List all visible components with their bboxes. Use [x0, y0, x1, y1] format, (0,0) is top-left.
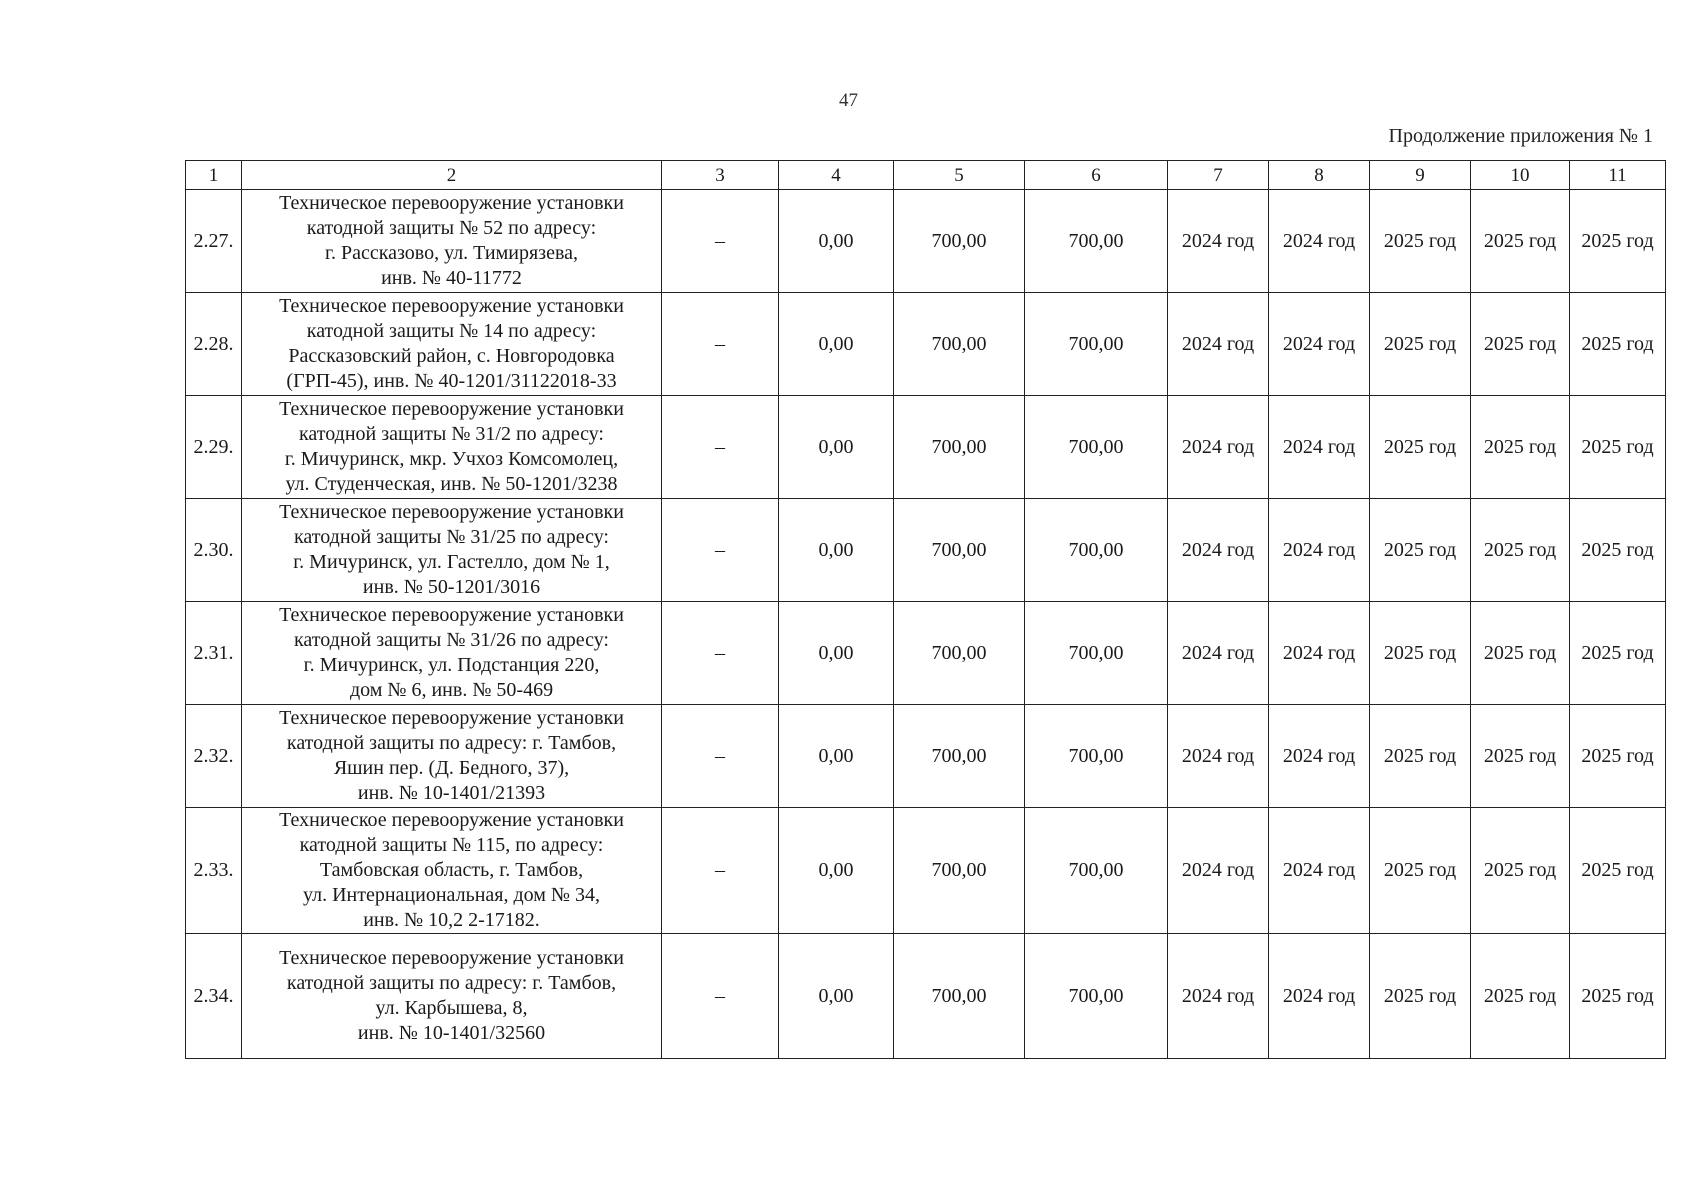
- header-cell: 4: [779, 161, 894, 190]
- table-row: [186, 602, 1666, 705]
- description-line: Техническое перевооружение установки: [279, 295, 624, 317]
- description-line: катодной защиты № 31/2 по адресу:: [299, 423, 604, 445]
- cell-col8: 2024 год: [1269, 190, 1370, 293]
- cell-col8: 2024 год: [1269, 396, 1370, 499]
- cell-col7: 2024 год: [1168, 396, 1269, 499]
- description-line: (ГРП-45), инв. № 40-1201/31122018-33: [286, 370, 617, 392]
- cell-col11: 2025 год: [1570, 808, 1666, 934]
- table-row: [186, 396, 1666, 499]
- work-description: [242, 499, 662, 602]
- row-number: 2.31.: [186, 602, 242, 705]
- cell-col8: 2024 год: [1269, 499, 1370, 602]
- description-line: г. Рассказово, ул. Тимирязева,: [325, 242, 578, 264]
- description-line: Техническое перевооружение установки: [279, 809, 624, 831]
- cell-col3: –: [662, 602, 779, 705]
- work-description: [242, 293, 662, 396]
- row-number: 2.34.: [186, 934, 242, 1059]
- header-cell: 3: [662, 161, 779, 190]
- cell-col3: –: [662, 396, 779, 499]
- page-number: 47: [839, 90, 858, 111]
- cell-col10: 2025 год: [1471, 396, 1570, 499]
- cell-col4: 0,00: [779, 934, 894, 1059]
- table-row: [186, 808, 1666, 934]
- description-line: катодной защиты по адресу: г. Тамбов,: [286, 972, 617, 994]
- description-line: Техническое перевооружение установки: [279, 947, 624, 969]
- description-line: ул. Карбышева, 8,: [375, 997, 528, 1019]
- cell-col10: 2025 год: [1471, 602, 1570, 705]
- description-line: Тамбовская область, г. Тамбов,: [319, 859, 584, 881]
- cell-col6: 700,00: [1025, 499, 1168, 602]
- cell-col6: 700,00: [1025, 396, 1168, 499]
- description-line: г. Мичуринск, ул. Подстанция 220,: [303, 654, 600, 676]
- cell-col7: 2024 год: [1168, 808, 1269, 934]
- row-number: 2.32.: [186, 705, 242, 808]
- cell-col9: 2025 год: [1370, 602, 1471, 705]
- cell-col4: 0,00: [779, 396, 894, 499]
- cell-col9: 2025 год: [1370, 934, 1471, 1059]
- row-number: 2.33.: [186, 808, 242, 934]
- description-line: дом № 6, инв. № 50-469: [349, 679, 554, 701]
- description-line: инв. № 10-1401/32560: [357, 1022, 546, 1044]
- row-number: 2.28.: [186, 293, 242, 396]
- header-cell: 9: [1370, 161, 1471, 190]
- cell-col11: 2025 год: [1570, 190, 1666, 293]
- cell-col10: 2025 год: [1471, 808, 1570, 934]
- work-description: [242, 934, 662, 1059]
- description-line: Рассказовский район, с. Новгородовка: [288, 345, 615, 367]
- cell-col3: –: [662, 808, 779, 934]
- cell-col7: 2024 год: [1168, 499, 1269, 602]
- row-number: 2.29.: [186, 396, 242, 499]
- cell-col6: 700,00: [1025, 705, 1168, 808]
- cell-col4: 0,00: [779, 705, 894, 808]
- description-line: ул. Студенческая, инв. № 50-1201/3238: [285, 473, 618, 495]
- cell-col11: 2025 год: [1570, 396, 1666, 499]
- cell-col9: 2025 год: [1370, 499, 1471, 602]
- description-line: г. Мичуринск, ул. Гастелло, дом № 1,: [293, 551, 610, 573]
- appendix-continuation-note: Продолжение приложения № 1: [1388, 125, 1653, 147]
- cell-col7: 2024 год: [1168, 705, 1269, 808]
- header-cell: 5: [894, 161, 1025, 190]
- description-line: катодной защиты № 14 по адресу:: [306, 320, 597, 342]
- cell-col6: 700,00: [1025, 602, 1168, 705]
- header-cell: 8: [1269, 161, 1370, 190]
- cell-col8: 2024 год: [1269, 934, 1370, 1059]
- description-line: катодной защиты № 31/25 по адресу:: [294, 526, 609, 548]
- cell-col8: 2024 год: [1269, 705, 1370, 808]
- description-line: катодной защиты № 31/26 по адресу:: [294, 629, 609, 651]
- header-cell: 11: [1570, 161, 1666, 190]
- description-line: Техническое перевооружение установки: [279, 501, 624, 523]
- cell-col9: 2025 год: [1370, 190, 1471, 293]
- header-cell: 2: [242, 161, 662, 190]
- table-row: [186, 705, 1666, 808]
- work-schedule-table: [185, 160, 1666, 1059]
- header-cell: 7: [1168, 161, 1269, 190]
- description-line: Техническое перевооружение установки: [279, 707, 624, 729]
- row-number: 2.27.: [186, 190, 242, 293]
- table-row: [186, 934, 1666, 1059]
- cell-col3: –: [662, 293, 779, 396]
- cell-col10: 2025 год: [1471, 190, 1570, 293]
- cell-col9: 2025 год: [1370, 808, 1471, 934]
- description-line: Яшин пер. (Д. Бедного, 37),: [333, 757, 570, 779]
- cell-col5: 700,00: [894, 190, 1025, 293]
- description-line: инв. № 10,2 2-17182.: [363, 909, 540, 931]
- work-description: [242, 705, 662, 808]
- cell-col4: 0,00: [779, 808, 894, 934]
- description-line: инв. № 50-1201/3016: [362, 576, 541, 598]
- cell-col6: 700,00: [1025, 934, 1168, 1059]
- cell-col6: 700,00: [1025, 293, 1168, 396]
- header-cell: 10: [1471, 161, 1570, 190]
- cell-col9: 2025 год: [1370, 705, 1471, 808]
- description-line: Техническое перевооружение установки: [279, 604, 624, 626]
- cell-col9: 2025 год: [1370, 293, 1471, 396]
- cell-col5: 700,00: [894, 396, 1025, 499]
- cell-col5: 700,00: [894, 602, 1025, 705]
- cell-col9: 2025 год: [1370, 396, 1471, 499]
- cell-col8: 2024 год: [1269, 602, 1370, 705]
- cell-col10: 2025 год: [1471, 499, 1570, 602]
- description-line: катодной защиты № 52 по адресу:: [306, 217, 597, 239]
- cell-col4: 0,00: [779, 499, 894, 602]
- table-header-row: [186, 161, 1666, 190]
- cell-col5: 700,00: [894, 499, 1025, 602]
- cell-col10: 2025 год: [1471, 934, 1570, 1059]
- cell-col5: 700,00: [894, 293, 1025, 396]
- table-row: [186, 499, 1666, 602]
- work-description: [242, 602, 662, 705]
- work-description: [242, 190, 662, 293]
- cell-col7: 2024 год: [1168, 602, 1269, 705]
- cell-col11: 2025 год: [1570, 705, 1666, 808]
- cell-col5: 700,00: [894, 934, 1025, 1059]
- description-line: катодной защиты № 115, по адресу:: [299, 834, 604, 856]
- description-line: г. Мичуринск, мкр. Учхоз Комсомолец,: [284, 448, 619, 470]
- header-cell: 6: [1025, 161, 1168, 190]
- cell-col3: –: [662, 190, 779, 293]
- cell-col3: –: [662, 499, 779, 602]
- cell-col10: 2025 год: [1471, 293, 1570, 396]
- description-line: инв. № 10-1401/21393: [357, 782, 546, 804]
- cell-col3: –: [662, 705, 779, 808]
- cell-col3: –: [662, 934, 779, 1059]
- work-description: [242, 808, 662, 934]
- cell-col5: 700,00: [894, 705, 1025, 808]
- cell-col4: 0,00: [779, 293, 894, 396]
- description-line: катодной защиты по адресу: г. Тамбов,: [286, 732, 617, 754]
- cell-col6: 700,00: [1025, 808, 1168, 934]
- cell-col4: 0,00: [779, 190, 894, 293]
- description-line: ул. Интернациональная, дом № 34,: [302, 884, 601, 906]
- description-line: инв. № 40-11772: [381, 267, 522, 289]
- cell-col8: 2024 год: [1269, 808, 1370, 934]
- cell-col11: 2025 год: [1570, 934, 1666, 1059]
- description-line: Техническое перевооружение установки: [279, 192, 624, 214]
- table-row: [186, 293, 1666, 396]
- cell-col6: 700,00: [1025, 190, 1168, 293]
- cell-col7: 2024 год: [1168, 190, 1269, 293]
- cell-col4: 0,00: [779, 602, 894, 705]
- cell-col11: 2025 год: [1570, 602, 1666, 705]
- cell-col10: 2025 год: [1471, 705, 1570, 808]
- table-row: [186, 190, 1666, 293]
- cell-col7: 2024 год: [1168, 293, 1269, 396]
- cell-col7: 2024 год: [1168, 934, 1269, 1059]
- cell-col11: 2025 год: [1570, 499, 1666, 602]
- header-cell: 1: [186, 161, 242, 190]
- cell-col8: 2024 год: [1269, 293, 1370, 396]
- cell-col5: 700,00: [894, 808, 1025, 934]
- cell-col11: 2025 год: [1570, 293, 1666, 396]
- row-number: 2.30.: [186, 499, 242, 602]
- work-description: [242, 396, 662, 499]
- description-line: Техническое перевооружение установки: [279, 398, 624, 420]
